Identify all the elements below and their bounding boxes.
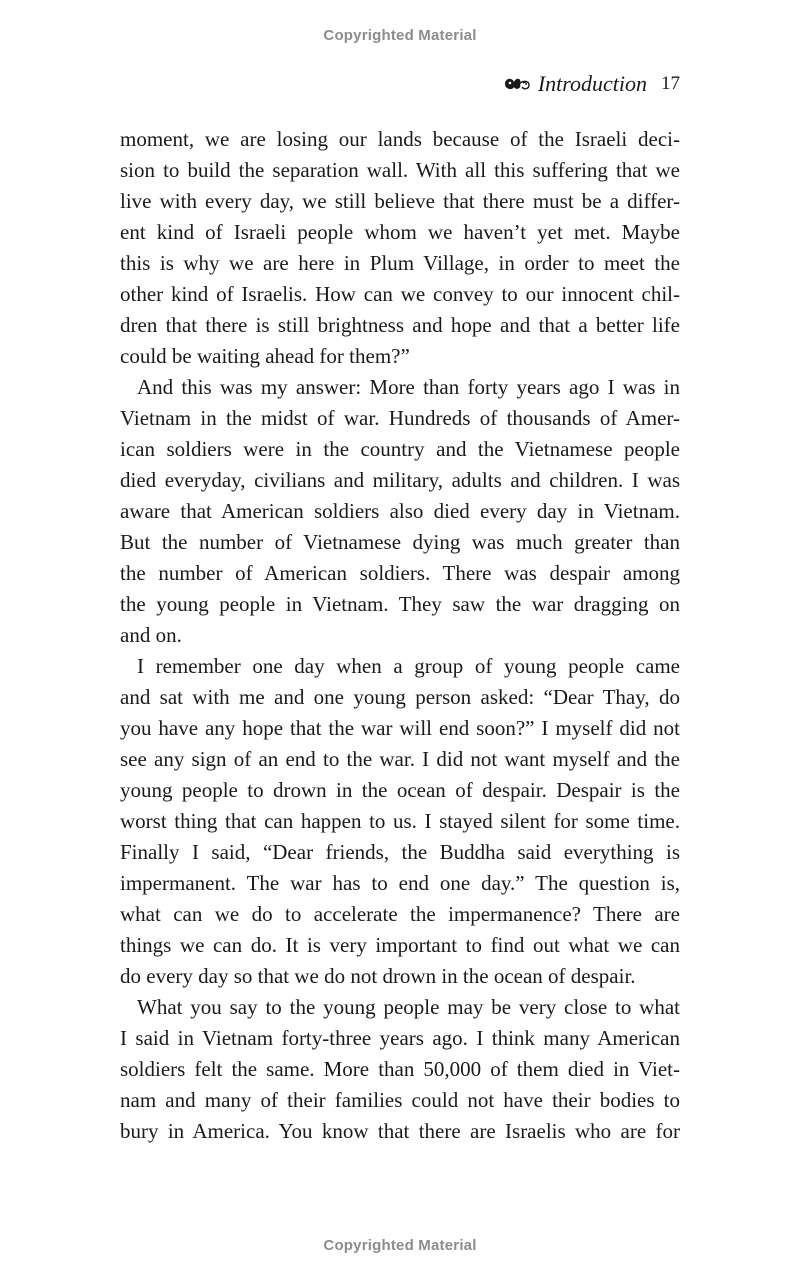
text-line: dren that there is still brightness and hope and that a better life xyxy=(120,313,680,337)
text-line: see any sign of an end to the war. I did not want myself and the xyxy=(120,747,680,771)
text-line: you have any hope that the war will end soon?” I myself did not xyxy=(120,716,680,740)
text-line: what can we do to accelerate the impermanence? There are xyxy=(120,902,680,926)
text-line: soldiers felt the same. More than 50,000 of them died in Viet- xyxy=(120,1057,680,1081)
text-line: I said in Vietnam forty-three years ago. I think many American xyxy=(120,1026,680,1050)
page-number: 17 xyxy=(661,73,680,94)
text-line: What you say to the young people may be very close to what xyxy=(137,995,680,1019)
floral-ornament-icon xyxy=(502,74,532,94)
paragraph xyxy=(120,992,680,1147)
text-line: do every day so that we do not drown in the ocean of despair. xyxy=(120,964,636,988)
copyright-watermark-top: Copyrighted Material xyxy=(323,27,477,44)
text-line: and sat with me and one young person asked: “Dear Thay, do xyxy=(120,685,680,709)
text-line: things we can do. It is very important to find out what we can xyxy=(120,933,680,957)
paragraph xyxy=(120,372,680,651)
text-line: bury in America. You know that there are Israelis who are for xyxy=(120,1119,680,1143)
text-line: worst thing that can happen to us. I stayed silent for some time. xyxy=(120,809,680,833)
text-line: this is why we are here in Plum Village, in order to meet the xyxy=(120,251,680,275)
text-line: could be waiting ahead for them?” xyxy=(120,344,410,368)
paragraph xyxy=(120,124,680,372)
text-line: Finally I said, “Dear friends, the Buddha said everything is xyxy=(120,840,680,864)
text-line: I remember one day when a group of young people came xyxy=(137,654,680,678)
text-line: ent kind of Israeli people whom we haven’t yet met. Maybe xyxy=(120,220,680,244)
text-line: sion to build the separation wall. With all this suffering that we xyxy=(120,158,680,182)
text-line: other kind of Israelis. How can we convey to our innocent chil- xyxy=(120,282,680,306)
text-line: Vietnam in the midst of war. Hundreds of thousands of Amer- xyxy=(120,406,680,430)
text-line: live with every day, we still believe that there must be a differ- xyxy=(120,189,680,213)
paragraph xyxy=(120,651,680,992)
running-head xyxy=(502,70,680,98)
text-line: young people to drown in the ocean of despair. Despair is the xyxy=(120,778,680,802)
body-text xyxy=(120,124,680,1147)
text-line: moment, we are losing our lands because of the Israeli deci- xyxy=(120,127,680,151)
copyright-watermark-bottom: Copyrighted Material xyxy=(323,1237,477,1254)
text-line: the young people in Vietnam. They saw the war dragging on xyxy=(120,592,680,616)
text-line: died everyday, civilians and military, adults and children. I was xyxy=(120,468,680,492)
text-line: aware that American soldiers also died every day in Vietnam. xyxy=(120,499,680,523)
text-line: impermanent. The war has to end one day.” The question is, xyxy=(120,871,680,895)
section-title: Introduction xyxy=(537,71,647,96)
text-line: nam and many of their families could not have their bodies to xyxy=(120,1088,680,1112)
text-line: And this was my answer: More than forty years ago I was in xyxy=(137,375,680,399)
text-line: But the number of Vietnamese dying was much greater than xyxy=(120,530,680,554)
text-line: and on. xyxy=(120,623,182,647)
text-line: the number of American soldiers. There was despair among xyxy=(120,561,680,585)
text-line: ican soldiers were in the country and the Vietnamese people xyxy=(120,437,680,461)
